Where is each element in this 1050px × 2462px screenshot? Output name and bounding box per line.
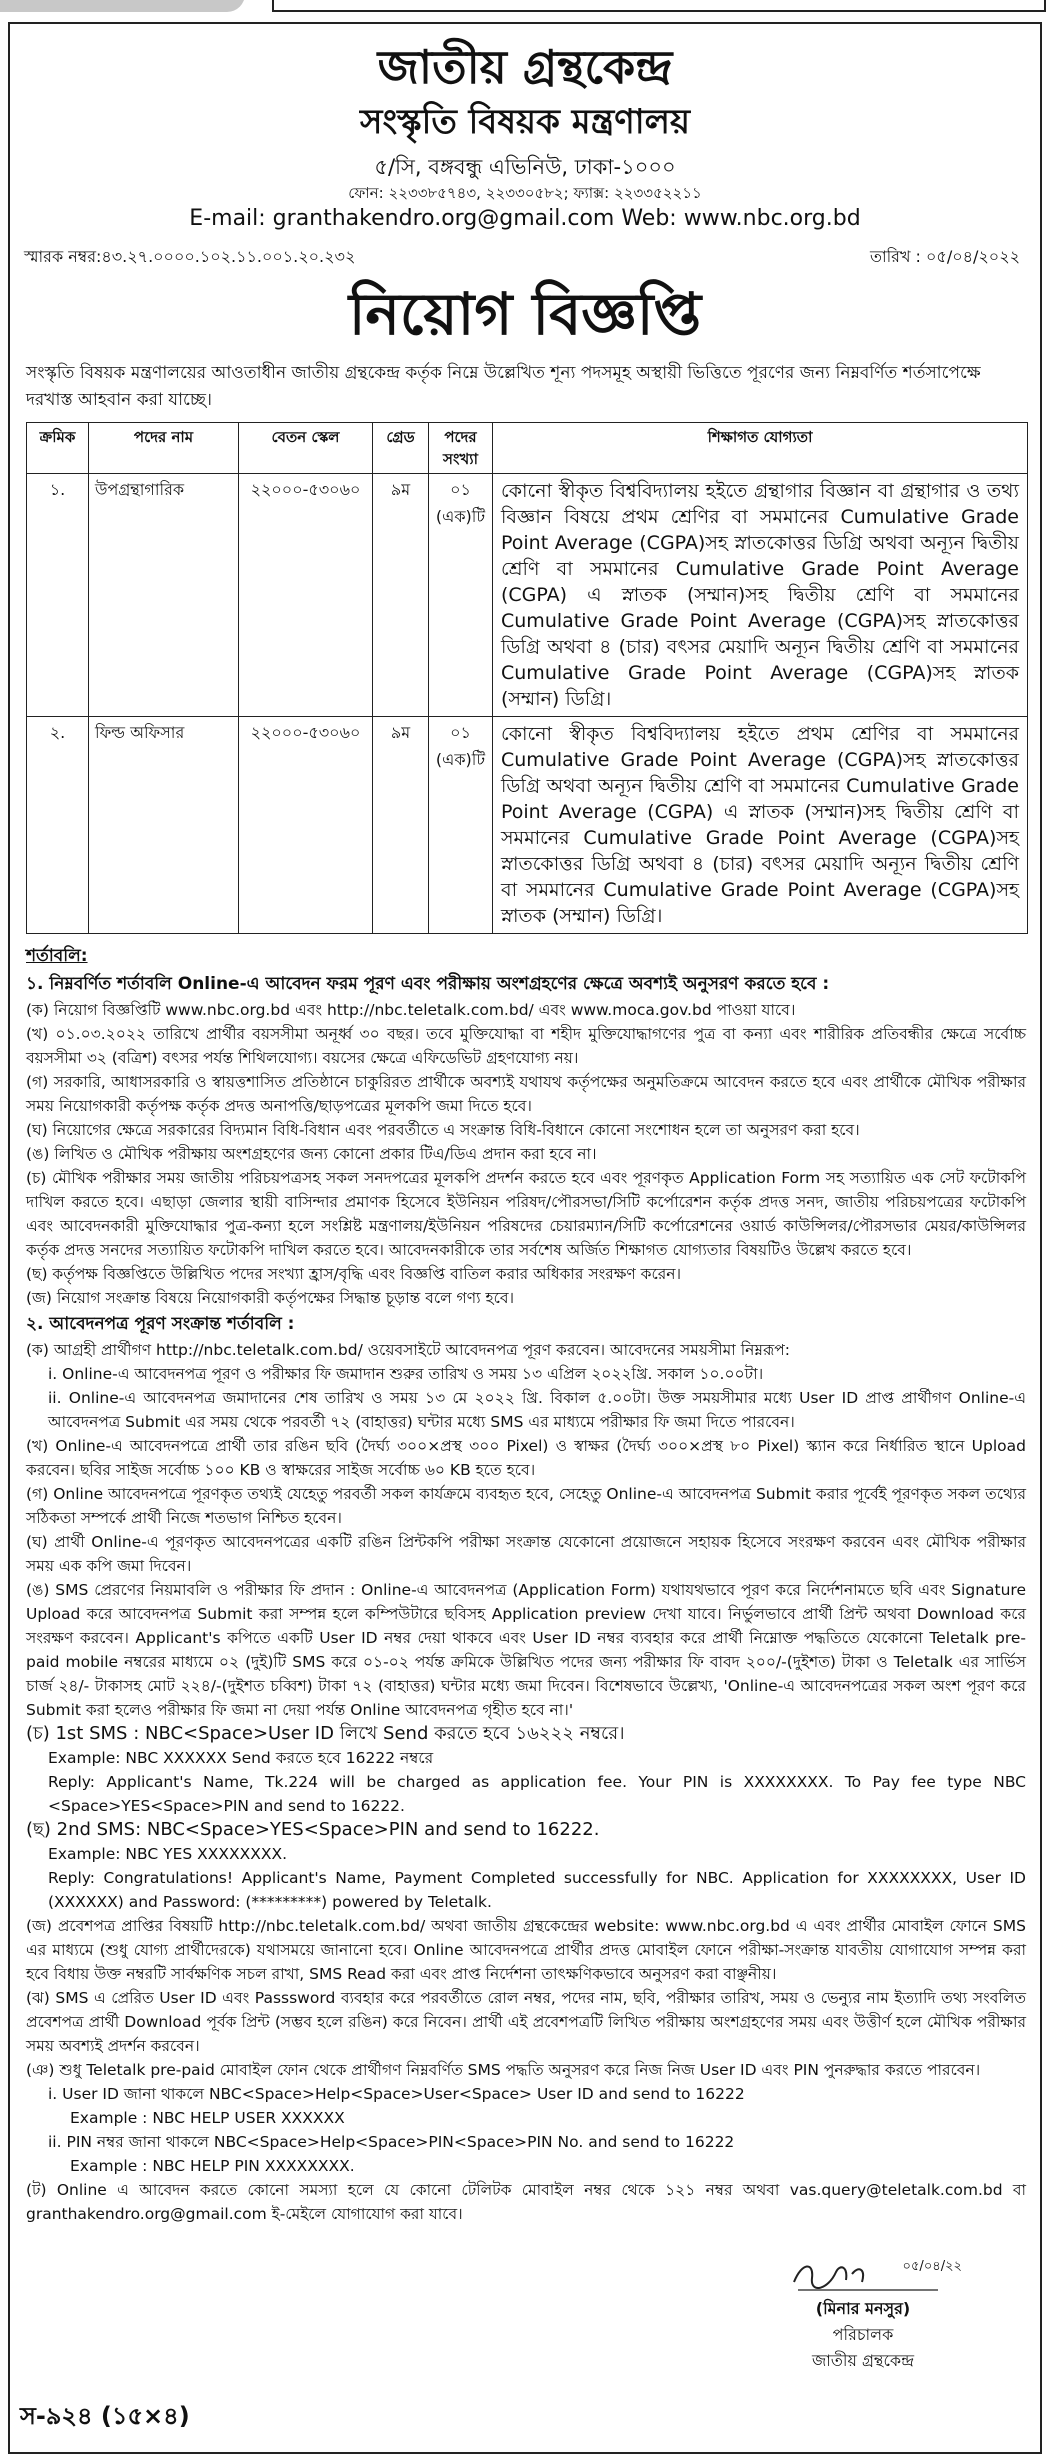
sms-step-1-example: Example: NBC XXXXXX Send করতে হবে 16222 নম্বরে <box>48 1749 434 1767</box>
application-item: (ঙ) SMS প্রেরণের নিয়মাবলি ও পরীক্ষার ফি প্রদান : Online-এ আবেদনপত্র (Application Form) যথাযথভাবে পূরণ করে নির্দেশনামতে ছবি এবং Signature Upload করে আবেদনপত্র Submit করা সম্পন্ন হলে কম্পিউটারে ছবিসহ Application preview দেখা যাবে। নির্ভুলভাবে প্রার্থী প্রিন্ট অথবা Download করে সংরক্ষণ করবেন। Applicant's কপিতে একটি User ID নম্বর দেয়া থাকবে এবং User ID নম্বর ব্যবহার করে প্রার্থী নিম্নোক্ত পদ্ধতিতে যেকোনো Teletalk pre-paid mobile নম্বরের মাধ্যমে ০২ (দুই)টি SMS করে ০১-০২ পর্যন্ত ক্রমিকে উল্লিখিত পদের জন্য পরীক্ষার ফি বাবদ ২০০/-(দুইশত) টাকা ও Teletalk এর সার্ভিস চার্জ ২৪/- টাকাসহ মোট ২২৪/-(দুইশত চব্বিশ) টাকা ৭২ (বাহাত্তর) ঘন্টার মধ্যে জমা দিবেন। বিশেষভাবে উল্লেখ্য, 'Online-এ আবেদনপত্রের সকল অংশ পূরণ করে Submit করা হলেও পরীক্ষার ফি জমা না দেয়া পর্যন্ত Online আবেদনপত্র গৃহীত হবে না।' <box>26 1581 1026 1719</box>
recovery-user-id: i. User ID জানা থাকলে NBC<Space>Help<Space>User<Space> User ID and send to 16222 <box>48 2085 745 2103</box>
memo-number: স্মারক নম্বর:৪৩.২৭.০০০০.১০২.১১.০০১.২০.২৩২ <box>24 247 356 266</box>
section-1-heading: ১. নিম্নবর্ণিত শর্তাবলি Online-এ আবেদন ফরম পূরণ এবং পরীক্ষায় অংশগ্রহণের ক্ষেত্রে অবশ্যই অনুসরণ করতে হবে : <box>26 974 830 994</box>
email-web: E-mail: granthakendro.org@gmail.com Web: www.nbc.org.bd <box>189 206 861 231</box>
signatory-office: জাতীয় গ্রন্থকেন্দ্র <box>811 2351 915 2370</box>
col-header-qualification: শিক্ষাগত যোগ্যতা <box>493 423 1028 474</box>
cell-grade: ৯ম <box>373 717 429 934</box>
cell-scale: ২২০০০-৫৩০৬০ <box>239 474 373 717</box>
cell-qualification: কোনো স্বীকৃত বিশ্ববিদ্যালয় হইতে গ্রন্থাগার বিজ্ঞান বা গ্রন্থাগার ও তথ্য বিজ্ঞান বিষয়ে প্রথম শ্রেণির বা সমমানের Cumulative Grade Point Average (CGPA)সহ স্নাতকোত্তর ডিগ্রি অথবা অন্যূন দ্বিতীয় শ্রেণি বা সমমানের Cumulative Grade Point Average (CGPA) এ স্নাতক (সম্মান)সহ দ্বিতীয় শ্রেণি বা সমমানের Cumulative Grade Point Average (CGPA)সহ স্নাতকোত্তর ডিগ্রি অথবা ৪ (চার) বৎসর মেয়াদি অন্যূন দ্বিতীয় শ্রেণি বা সমমানের Cumulative Grade Point Average (CGPA)সহ স্নাতক (সম্মান) ডিগ্রি। <box>493 474 1028 717</box>
table-header-row <box>27 423 1028 474</box>
sms-step-1: (চ) 1st SMS : NBC<Space>User ID লিখে Send করতে হবে ১৬২২২ নম্বরে। <box>26 1723 625 1744</box>
ministry-name: সংস্কৃতি বিষয়ক মন্ত্রণালয় <box>360 102 690 142</box>
sms-step-2-reply: Reply: Congratulations! Applicant's Name, Payment Completed successfully for NBC. Application for XXXXXXXX, User ID (XXXXXX) and Password: (*********) powered by Teletalk. <box>48 1869 1026 1911</box>
cell-serial: ২. <box>27 717 89 934</box>
application-item: (ঝ) SMS এ প্রেরিত User ID এবং Passsword ব্যবহার করে পরবর্তীতে রোল নম্বর, পদের নাম, ছবি, পরীক্ষার তারিখ, সময় ও ভেন্যুর নাম ইত্যাদি তথ্য সংবলিত প্রবেশপত্র প্রার্থী Download পূর্বক প্রিন্ট (সম্ভব হলে রঙিন) করে নিবেন। প্রার্থী এই প্রবেশপত্রটি লিখিত পরীক্ষায় অংশগ্রহণের সময় এবং উত্তীর্ণ হলে মৌখিক পরীক্ষার সময় অবশ্যই প্রদর্শন করবেন। <box>26 1989 1026 2055</box>
signature-block <box>758 2250 968 2374</box>
memo-date: তারিখ : ০৫/০৪/২০২২ <box>869 247 1020 266</box>
condition-item: (গ) সরকারি, আধাসরকারি ও স্বায়ত্তশাসিত প্রতিষ্ঠানে চাকুরিরত প্রার্থীকে অবশ্যই যথাযথ কর্তৃপক্ষের অনুমতিক্রমে আবেদন করতে হবে এবং প্রার্থীকে মৌখিক পরীক্ষার সময় নিয়োগকারী কর্তৃপক্ষ কর্তৃক প্রদত্ত অনাপত্তি/ছাড়পত্রের মূলকপি জমা দিতে হবে। <box>26 1073 1026 1115</box>
col-header-serial: ক্রমিক <box>27 423 89 474</box>
helpline-item: (ট) Online এ আবেদন করতে কোনো সমস্যা হলে যে কোনো টেলিটক মোবাইল নম্বর থেকে ১২১ নম্বর অথবা vas.query@teletalk.com.bd বা granthakendro.org@gmail.com ই-মেইলে যোগাযোগ করা যাবে। <box>26 2181 1026 2223</box>
recovery-pin-example: Example : NBC HELP PIN XXXXXXXX. <box>70 2157 355 2175</box>
top-box-shape <box>272 0 1046 12</box>
org-name: জাতীয় গ্রন্থকেন্দ্র <box>377 40 673 94</box>
section-2-heading: ২. আবেদনপত্র পূরণ সংক্রান্ত শর্তাবলি : <box>26 1314 295 1334</box>
conditions-heading: শর্তাবলি: <box>26 946 88 966</box>
condition-item: (চ) মৌখিক পরীক্ষার সময় জাতীয় পরিচয়পত্রসহ সকল সনদপত্রের মূলকপি প্রদর্শন করতে হবে এবং পূরণকৃত Application Form সহ সত্যায়িত এক সেট ফটোকপি দাখিল করতে হবে। এছাড়া জেলার স্থায়ী বাসিন্দার প্রমাণক হিসেবে ইউনিয়ন পরিষদ/পৌরসভা/সিটি কর্পোরেশন কর্তৃক প্রদত্ত সনদ, জাতীয় পরিচয়পত্রের ফটোকপি এবং আবেদনকারী মুক্তিযোদ্ধার পুত্র-কন্যা হলে সংশ্লিষ্ট মন্ত্রণালয়/ইউনিয়ন পরিষদের চেয়ারম্যান/সিটি কর্পোরেশনের ওয়ার্ড কাউন্সিলর/পৌরসভার মেয়র/কাউন্সিলর কর্তৃক প্রদত্ত সনদের সত্যায়িত ফটোকপি দাখিল করতে হবে। আবেদনকারীকে তার সর্বশেষ অর্জিত শিক্ষাগত যোগ্যতার বিষয়টিও উল্লেখ করতে হবে। <box>26 1169 1026 1259</box>
signatory-designation: পরিচালক <box>832 2325 894 2344</box>
application-item: (জ) প্রবেশপত্র প্রাপ্তির বিষয়টি http://nbc.teletalk.com.bd/ অথবা জাতীয় গ্রন্থকেন্দ্রের website: www.nbc.org.bd এ এবং প্রার্থীর মোবাইল ফোনে SMS এর মাধ্যমে (শুধু যোগ্য প্রার্থীদেরকে) যথাসময়ে জানানো হবে। Online আবেদনপত্রে প্রার্থীর প্রদত্ত মোবাইল ফোনে পরীক্ষা-সংক্রান্ত যাবতীয় যোগাযোগ সম্পন্ন করা হবে বিধায় উক্ত নম্বরটি সার্বক্ষণিক সচল রাখা, SMS Read করা এবং প্রাপ্ত নির্দেশনা তাৎক্ষণিকভাবে অনুসরণ করা বাঞ্ছনীয়। <box>26 1917 1026 1983</box>
cell-grade: ৯ম <box>373 474 429 717</box>
recovery-pin: ii. PIN নম্বর জানা থাকলে NBC<Space>Help<Space>PIN<Space>PIN No. and send to 16222 <box>48 2133 735 2151</box>
table-row <box>27 474 1028 717</box>
footer-code: স-৯২৪ (১৫×৪) <box>20 2402 190 2430</box>
condition-item: (ছ) কর্তৃপক্ষ বিজ্ঞপ্তিতে উল্লিখিত পদের সংখ্যা হ্রাস/বৃদ্ধি এবং বিজ্ঞপ্তি বাতিল করার অধিকার সংরক্ষণ করেন। <box>26 1265 682 1283</box>
table-row <box>27 717 1028 934</box>
notice-title: নিয়োগ বিজ্ঞপ্তি <box>348 280 702 348</box>
signatory-name: (মিনার মনসুর) <box>815 2299 911 2318</box>
application-item: (ঘ) প্রার্থী Online-এ পূরণকৃত আবেদনপত্রের একটি রঙিন প্রিন্টকপি পরীক্ষা সংক্রান্ত যেকোনো প্রয়োজনে সহায়ক হিসেবে সংরক্ষণ করবেন এবং মৌখিক পরীক্ষার সময় এক কপি জমা দিবেন। <box>26 1533 1026 1575</box>
col-header-scale: বেতন স্কেল <box>239 423 373 474</box>
application-item: (ঞ) শুধু Teletalk pre-paid মোবাইল ফোন থেকে প্রার্থীগণ নিম্নবর্ণিত SMS পদ্ধতি অনুসরণ করে নিজ নিজ User ID এবং PIN পুনরুদ্ধার করতে পারবেন। <box>26 2061 981 2079</box>
top-strip <box>0 0 1050 18</box>
notice-page <box>8 22 1042 2454</box>
application-subitem: ii. Online-এ আবেদনপত্র জমাদানের শেষ তারিখ ও সময় ১৩ মে ২০২২ খ্রি. বিকাল ৫.০০টা। উক্ত সময়সীমার মধ্যে User ID প্রাপ্ত প্রার্থীগণ Online-এ আবেদনপত্র Submit এর সময় থেকে পরবর্তী ৭২ (বাহাত্তর) ঘন্টার মধ্যে SMS এর মাধ্যমে পরীক্ষার ফি জমা দিতে পারবেন। <box>48 1389 1026 1431</box>
recovery-user-id-example: Example : NBC HELP USER XXXXXX <box>70 2109 345 2127</box>
conditions-section <box>26 942 1026 2226</box>
col-header-grade: গ্রেড <box>373 423 429 474</box>
condition-item: (ক) নিয়োগ বিজ্ঞপ্তিটি www.nbc.org.bd এবং http://nbc.teletalk.com.bd/ এবং www.moca.gov.bd পাওয়া যাবে। <box>26 1001 796 1019</box>
sms-step-2-example: Example: NBC YES XXXXXXXX. <box>48 1845 288 1863</box>
address: ৫/সি, বঙ্গবন্ধু এভিনিউ, ঢাকা-১০০০ <box>374 155 676 179</box>
application-subitem: i. Online-এ আবেদনপত্র পূরণ ও পরীক্ষার ফি জমাদান শুরুর তারিখ ও সময় ১৩ এপ্রিল ২০২২খ্রি. সকাল ১০.০০টা। <box>48 1365 764 1383</box>
condition-item: (ঘ) নিয়োগের ক্ষেত্রে সরকারের বিদ্যমান বিধি-বিধান এবং পরবর্তীতে এ সংক্রান্ত বিধি-বিধানে কোনো সংশোধন হলে তা অনুসরণ করা হবে। <box>26 1121 860 1139</box>
condition-item: (খ) ০১.০৩.২০২২ তারিখে প্রার্থীর বয়সসীমা অনূর্ধ্ব ৩০ বছর। তবে মুক্তিযোদ্ধা বা শহীদ মুক্তিযোদ্ধাগণের পুত্র বা কন্যা এবং শারীরিক প্রতিবন্ধীর ক্ষেত্রে সর্বোচ্চ বয়সসীমা ৩২ (বত্রিশ) বৎসর পর্যন্ত শিথিলযোগ্য। বয়সের ক্ষেত্রে এফিডেভিট গ্রহণযোগ্য নয়। <box>26 1025 1026 1067</box>
application-item: (গ) Online আবেদনপত্রে পূরণকৃত তথ্যই যেহেতু পরবর্তী সকল কার্যক্রমে ব্যবহৃত হবে, সেহেতু Online-এ আবেদনপত্র Submit করার পূর্বেই পূরণকৃত সকল তথ্যের সঠিকতা সম্পর্কে প্রার্থী নিজে শতভাগ নিশ্চিত হবেন। <box>26 1485 1026 1527</box>
cell-post: উপগ্রন্থাগারিক <box>89 474 239 717</box>
intro-text: সংস্কৃতি বিষয়ক মন্ত্রণালয়ের আওতাধীন জাতীয় গ্রন্থকেন্দ্র কর্তৃক নিম্নে উল্লেখিত শূন্য পদসমূহ অস্থায়ী ভিত্তিতে পূরণের জন্য নিম্নবর্ণিত শর্তসাপেক্ষে দরখাস্ত আহবান করা যাচ্ছে। <box>26 363 981 410</box>
application-item: (ক) আগ্রহী প্রার্থীগণ http://nbc.teletalk.com.bd/ ওয়েবসাইটে আবেদনপত্র পূরণ করবেন। আবেদনের সময়সীমা নিম্নরূপ: <box>26 1341 790 1359</box>
sms-step-1-reply: Reply: Applicant's Name, Tk.224 will be charged as application fee. Your PIN is XXXXXXXX. To Pay fee type NBC <Space>YES<Space>PIN and send to 16222. <box>48 1773 1026 1815</box>
condition-item: (জ) নিয়োগ সংক্রান্ত বিষয়ে নিয়োগকারী কর্তৃপক্ষের সিদ্ধান্ত চূড়ান্ত বলে গণ্য হবে। <box>26 1289 515 1307</box>
top-tab-shape <box>0 0 245 12</box>
phone-fax: ফোন: ২২৩৩৮৫৭৪৩, ২২৩৩০৫৮২; ফ্যাক্স: ২২৩৩৫২২১১ <box>348 184 702 202</box>
signature-mark <box>758 2250 968 2296</box>
col-header-count: পদের সংখ্যা <box>429 423 493 474</box>
signature-date: ০৫/০৪/২২ <box>902 2259 962 2274</box>
posts-table <box>26 422 1028 934</box>
letterhead <box>10 38 1040 234</box>
sms-step-2: (ছ) 2nd SMS: NBC<Space>YES<Space>PIN and send to 16222. <box>26 1819 600 1840</box>
cell-serial: ১. <box>27 474 89 717</box>
cell-count: ০১ (এক)টি <box>429 717 493 934</box>
cell-scale: ২২০০০-৫৩০৬০ <box>239 717 373 934</box>
condition-item: (ঙ) লিখিত ও মৌখিক পরীক্ষায় অংশগ্রহণের জন্য কোনো প্রকার টিএ/ডিএ প্রদান করা হবে না। <box>26 1145 597 1163</box>
cell-count: ০১ (এক)টি <box>429 474 493 717</box>
cell-qualification: কোনো স্বীকৃত বিশ্ববিদ্যালয় হইতে প্রথম শ্রেণির বা সমমানের Cumulative Grade Point Average (CGPA)সহ স্নাতকোত্তর ডিগ্রি অথবা অন্যূন দ্বিতীয় শ্রেণি বা সমমানের Cumulative Grade Point Average (CGPA) এ স্নাতক (সম্মান)সহ দ্বিতীয় শ্রেণি বা সমমানের Cumulative Grade Point Average (CGPA)সহ স্নাতকোত্তর ডিগ্রি অথবা ৪ (চার) বৎসর মেয়াদি অন্যূন দ্বিতীয় শ্রেণি বা সমমানের Cumulative Grade Point Average (CGPA)সহ স্নাতক (সম্মান) ডিগ্রি। <box>493 717 1028 934</box>
memo-line <box>24 240 1026 268</box>
col-header-post: পদের নাম <box>89 423 239 474</box>
cell-post: ফিল্ড অফিসার <box>89 717 239 934</box>
application-item: (খ) Online-এ আবেদনপত্রে প্রার্থী তার রঙিন ছবি (দৈর্ঘ্য ৩০০×প্রস্থ ৩০০ Pixel) ও স্বাক্ষর (দৈর্ঘ্য ৩০০×প্রস্থ ৮০ Pixel) স্ক্যান করে নির্ধারিত স্থানে Upload করবেন। ছবির সাইজ সর্বোচ্চ ১০০ KB ও স্বাক্ষরের সাইজ সর্বোচ্চ ৬০ KB হতে হবে। <box>26 1437 1026 1479</box>
